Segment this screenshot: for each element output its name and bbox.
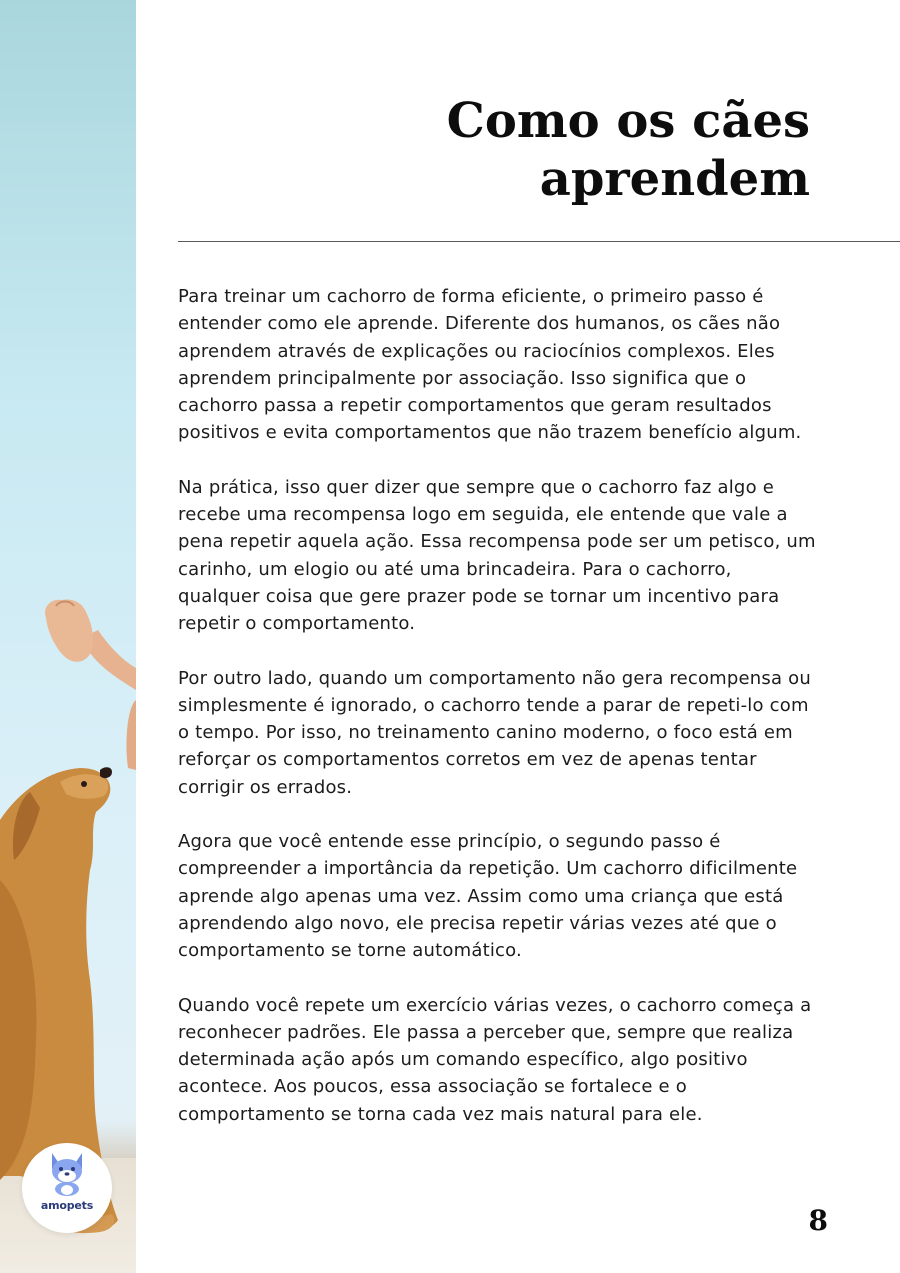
paragraph-5: Quando você repete um exercício várias vezes, o cachorro começa a reconhecer padrões. Ele passa a perceber que, sempre que realiza determinada ação após um comando específico, algo positivo acontece. Aos poucos, essa associação se fortalece e o comportamento se torna cada vez mais natural para ele. (178, 994, 812, 1125)
dog-eye (81, 781, 87, 787)
title-divider (178, 241, 900, 242)
paragraph-4: Agora que você entende esse princípio, o segundo passo é compreender a importância da repetição. Um cachorro dificilmente aprende algo apenas uma vez. Assim como uma criança que está aprendendo algo novo, ele precisa repetir várias vezes até que o comportamento se torne automático. (178, 831, 798, 962)
paragraph-2: Na prática, isso quer dizer que sempre que o cachorro faz algo e recebe uma recompensa logo em seguida, ele entende que vale a pena repetir aquela ação. Essa recompensa pode ser um petisco, um carinho, um elogio ou até uma brincadeira. Para o cachorro, qualquer coisa que gere prazer pode se tornar um incentivo para repetir o comportamento. (178, 476, 816, 635)
dog-nose (100, 767, 112, 778)
paragraph-3: Por outro lado, quando um comportamento não gera recompensa ou simplesmente é ignorado, o cachorro tende a parar de repeti-lo com o tempo. Por isso, no treinamento canino moderno, o foco está em reforçar os comportamentos corretos em vez de apenas tentar corrigir os errados. (178, 667, 811, 798)
human-forearm (126, 700, 136, 770)
brand-logo-text: amopets (40, 1199, 94, 1212)
page-title (447, 92, 810, 208)
corgi-mascot-icon (46, 1149, 88, 1197)
title-line-1: Como os cães (446, 93, 810, 149)
human-hand (45, 600, 93, 662)
article-body (178, 283, 818, 1155)
page-number: 8 (808, 1204, 828, 1237)
paragraph-1: Para treinar um cachorro de forma eficiente, o primeiro passo é entender como ele aprende. Diferente dos humanos, os cães não aprendem através de explicações ou raciocínios complexos. Eles aprendem principalmente por associação. Isso significa que o cachorro passa a repetir comportamentos que geram resultados positivos e evita comportamentos que não trazem benefício algum. (178, 286, 802, 444)
dog-photo-illustration (0, 0, 136, 1273)
title-line-2: aprendem (539, 151, 810, 207)
brand-logo-badge (22, 1143, 112, 1233)
sidebar-photo-panel (0, 0, 136, 1273)
